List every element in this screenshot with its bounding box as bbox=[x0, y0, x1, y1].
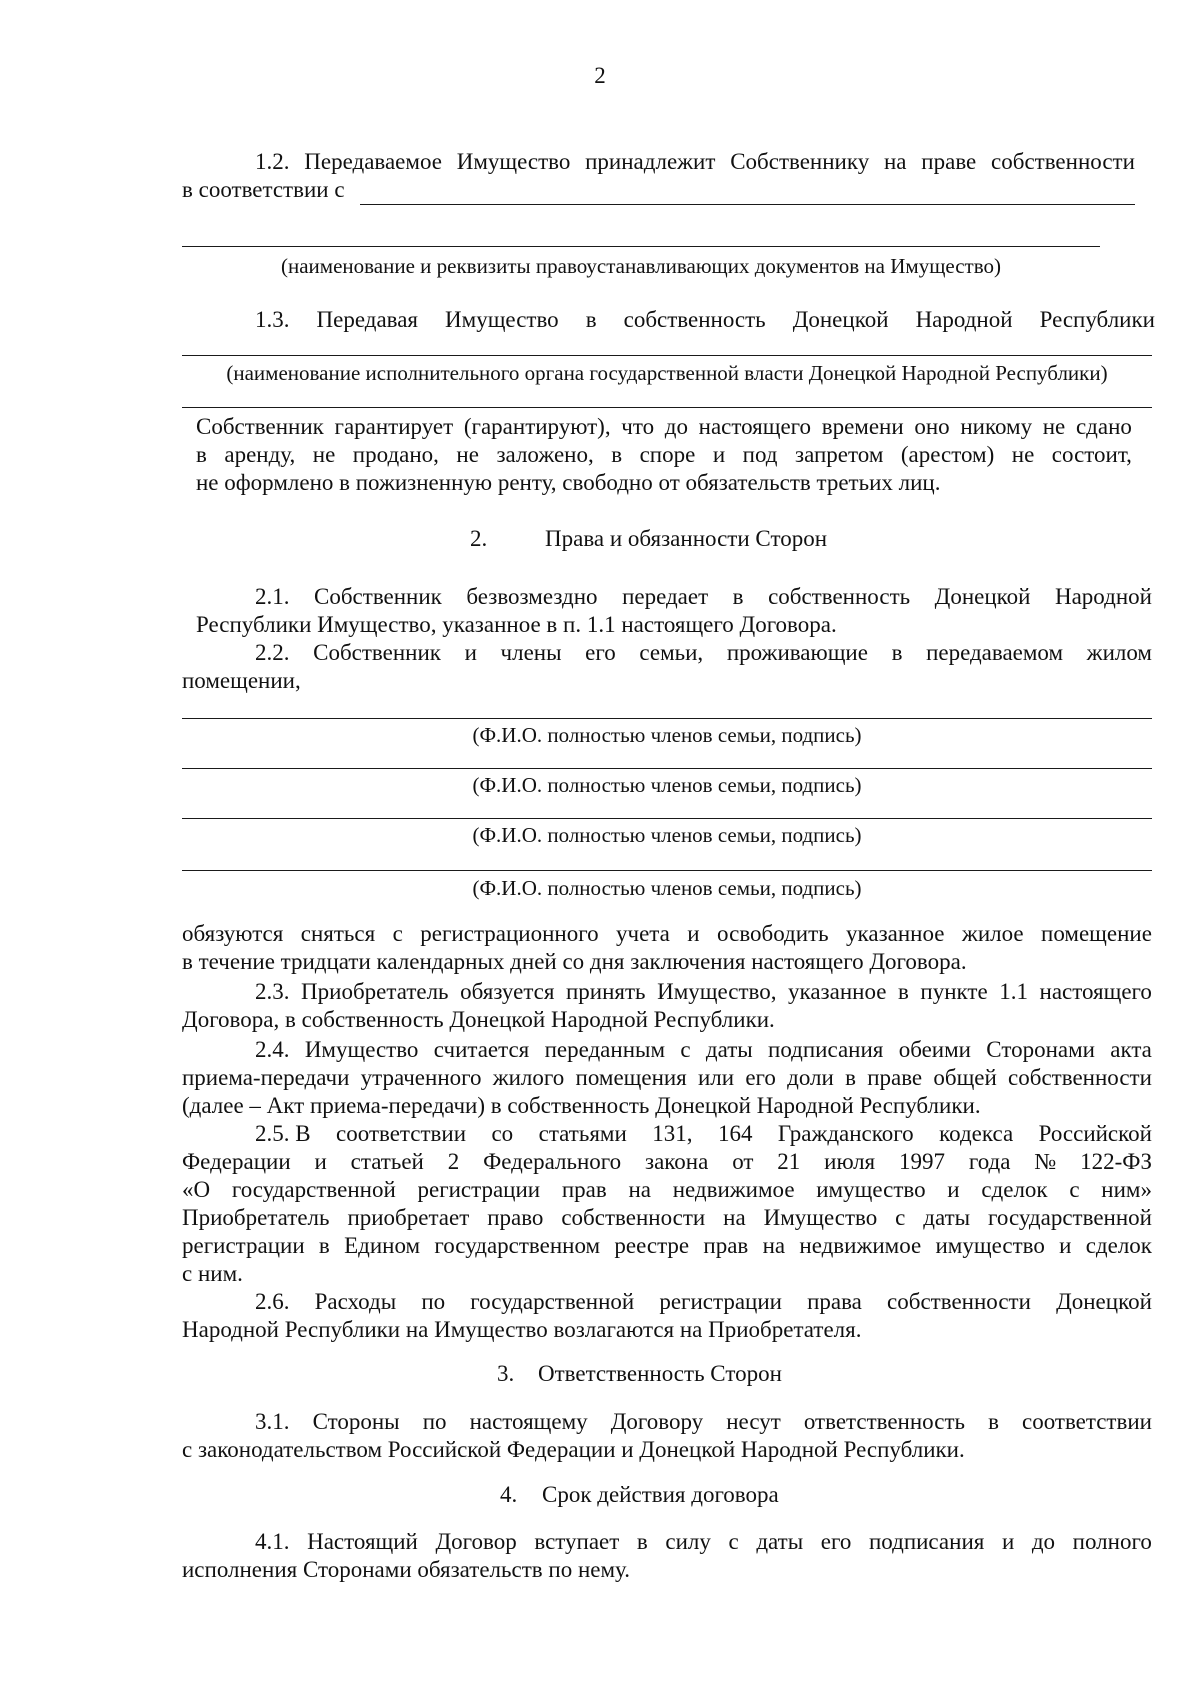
word: обязуются bbox=[182, 921, 284, 946]
word: времени bbox=[821, 414, 904, 439]
word: в bbox=[891, 640, 903, 665]
word: пункте bbox=[920, 979, 988, 1004]
word: Имущество bbox=[763, 1205, 878, 1230]
word: в bbox=[611, 442, 623, 467]
word: Имущество bbox=[456, 149, 571, 174]
word: не bbox=[456, 442, 479, 467]
word: жилого bbox=[492, 1065, 565, 1090]
word: жилом bbox=[1086, 640, 1152, 665]
word: праве bbox=[867, 1065, 923, 1090]
clause-2-1-line-2: Республики Имущество, указанное в п. 1.1 настоящего Договора. bbox=[196, 612, 837, 637]
fill-in-line bbox=[182, 407, 1152, 408]
section-3-title: Ответственность Сторон bbox=[538, 1361, 782, 1386]
word: ним» bbox=[1101, 1177, 1152, 1202]
word: семьи, bbox=[639, 640, 704, 665]
clause-3-1-line-2: с законодательством Российской Федерации и Донецкой Народной Республики. bbox=[182, 1437, 965, 1462]
clause-2-3-line-2: Договора, в собственность Донецкой Народной Республики. bbox=[182, 1007, 775, 1032]
word: в bbox=[845, 1065, 856, 1090]
word: приема-передачи bbox=[182, 1065, 350, 1090]
section-2-number: 2. bbox=[470, 526, 488, 551]
word: Имущество, bbox=[657, 979, 777, 1004]
word: собственности bbox=[887, 1289, 1031, 1314]
word: 2.4. bbox=[255, 1037, 290, 1062]
word: регистрационного bbox=[420, 921, 599, 946]
word: на bbox=[723, 1205, 746, 1230]
word: 3.1. bbox=[255, 1409, 290, 1434]
word: переданным bbox=[544, 1037, 666, 1062]
word: Приобретатель bbox=[182, 1205, 330, 1230]
word: обеими bbox=[898, 1037, 971, 1062]
clause-2-5-line-6: с ним. bbox=[182, 1261, 243, 1286]
word: права bbox=[807, 1289, 862, 1314]
fill-in-line bbox=[182, 246, 1100, 247]
clause-1-3-line-c: не оформлено в пожизненную ренту, свободно от обязательств третьих лиц. bbox=[196, 470, 941, 495]
clause-2-2-line-2: помещении, bbox=[182, 668, 301, 693]
word: сделок bbox=[981, 1177, 1048, 1202]
word: принадлежит bbox=[585, 149, 716, 174]
word: с bbox=[895, 1205, 906, 1230]
clause-1-2-line-2: в соответствии с bbox=[182, 177, 345, 202]
word: (арестом) bbox=[900, 442, 995, 467]
word: 2.5. В bbox=[255, 1121, 311, 1146]
word: в bbox=[898, 979, 909, 1004]
word: несут bbox=[726, 1409, 781, 1434]
word: соответствии bbox=[336, 1121, 467, 1146]
fill-in-line bbox=[182, 870, 1152, 871]
word: на bbox=[883, 149, 907, 174]
word: Собственник bbox=[196, 414, 324, 439]
word: не bbox=[1042, 414, 1066, 439]
word: Собственнику bbox=[730, 149, 870, 174]
clause-1-2-line-1 bbox=[255, 148, 1135, 176]
word: в bbox=[636, 1529, 648, 1554]
word: государственной bbox=[231, 1177, 396, 1202]
word: споре bbox=[639, 442, 696, 467]
word: с bbox=[728, 1529, 739, 1554]
word: Российской bbox=[1038, 1121, 1152, 1146]
word: 1.3. bbox=[255, 307, 290, 332]
clause-2-1-line-1 bbox=[255, 583, 1152, 611]
word: и bbox=[464, 640, 477, 665]
clause-2-3-line-1 bbox=[255, 978, 1152, 1006]
word: Договор bbox=[435, 1529, 517, 1554]
clause-1-3-line-a bbox=[196, 413, 1132, 441]
word: Едином bbox=[344, 1233, 421, 1258]
word: сдано bbox=[1075, 414, 1132, 439]
clause-2-2-line-3 bbox=[182, 920, 1152, 948]
word: подписания bbox=[868, 1529, 985, 1554]
word: статьями bbox=[538, 1121, 627, 1146]
word: и bbox=[1001, 1529, 1015, 1554]
word: кодекса bbox=[939, 1121, 1014, 1146]
word: запретом bbox=[795, 442, 884, 467]
word: Имущество bbox=[304, 1037, 419, 1062]
word: 1.2. bbox=[255, 149, 290, 174]
clause-2-5-line-2 bbox=[182, 1148, 1152, 1176]
word: Расходы bbox=[314, 1289, 397, 1314]
word: считается bbox=[433, 1037, 530, 1062]
clause-2-5-line-5 bbox=[182, 1232, 1152, 1260]
word: настоящего bbox=[698, 414, 812, 439]
word: имущество bbox=[935, 1233, 1045, 1258]
word: настоящего bbox=[1039, 979, 1152, 1004]
caption-family-member-1: (Ф.И.О. полностью членов семьи, подпись) bbox=[472, 723, 862, 747]
word: и bbox=[947, 1177, 960, 1202]
section-4-number: 4. bbox=[500, 1482, 518, 1507]
word: его bbox=[820, 1529, 852, 1554]
word: указанное bbox=[788, 979, 887, 1004]
word: Собственник bbox=[313, 640, 441, 665]
word: под bbox=[742, 442, 778, 467]
word: в bbox=[732, 584, 744, 609]
word: силу bbox=[665, 1529, 711, 1554]
clause-2-5-line-4 bbox=[182, 1204, 1152, 1232]
word: государственной bbox=[988, 1205, 1152, 1230]
word: Донецкой bbox=[1056, 1289, 1152, 1314]
word: приобретает bbox=[347, 1205, 470, 1230]
word: его bbox=[745, 1065, 776, 1090]
word: по bbox=[421, 1289, 446, 1314]
word: сняться bbox=[300, 921, 376, 946]
word: учета bbox=[616, 921, 670, 946]
word: в bbox=[988, 1409, 999, 1434]
clause-2-6-line-2: Народной Республики на Имущество возлагаются на Приобретателя. bbox=[182, 1317, 862, 1342]
word: собственность bbox=[768, 584, 911, 609]
word: собственность bbox=[623, 307, 766, 332]
clause-3-1-line-1 bbox=[255, 1408, 1152, 1436]
caption-family-member-4: (Ф.И.О. полностью членов семьи, подпись) bbox=[472, 876, 862, 900]
word: ответственность bbox=[803, 1409, 965, 1434]
word: вступает bbox=[534, 1529, 620, 1554]
word: государственном bbox=[434, 1233, 601, 1258]
word: Договору bbox=[610, 1409, 704, 1434]
word: с bbox=[1069, 1177, 1080, 1202]
word: передает bbox=[622, 584, 709, 609]
word: Настоящий bbox=[307, 1529, 418, 1554]
word: Приобретатель bbox=[301, 979, 449, 1004]
word: проживающие bbox=[726, 640, 868, 665]
word: недвижимое bbox=[672, 1177, 795, 1202]
word: право bbox=[487, 1205, 544, 1230]
section-2-title: Права и обязанности Сторон bbox=[545, 526, 827, 551]
word: 131, bbox=[652, 1121, 693, 1146]
word: 2 bbox=[447, 1149, 460, 1174]
fill-in-line bbox=[182, 818, 1152, 819]
word: праве bbox=[921, 149, 977, 174]
word: не bbox=[312, 442, 336, 467]
word: регистрации bbox=[659, 1289, 782, 1314]
word: 1997 bbox=[899, 1149, 945, 1174]
section-3-number: 3. bbox=[497, 1361, 515, 1386]
word: № bbox=[1034, 1149, 1057, 1174]
word: 122-ФЗ bbox=[1080, 1149, 1152, 1174]
word: никому bbox=[960, 414, 1033, 439]
word: и bbox=[687, 921, 700, 946]
clause-2-6-line-1 bbox=[255, 1288, 1152, 1316]
word: аренду, bbox=[224, 442, 296, 467]
word: по bbox=[422, 1409, 447, 1434]
word: общей bbox=[933, 1065, 997, 1090]
word: гарантирует bbox=[334, 414, 454, 439]
word: акта bbox=[1110, 1037, 1152, 1062]
clause-2-2-line-4: в течение тридцати календарных дней со дня заключения настоящего Договора. bbox=[182, 949, 967, 974]
word: Имущество bbox=[445, 307, 559, 332]
word: с bbox=[392, 921, 403, 946]
word: с bbox=[680, 1037, 691, 1062]
clause-4-1-line-2: исполнения Сторонами обязательств по нему. bbox=[182, 1557, 630, 1582]
word: не bbox=[1011, 442, 1035, 467]
word: 4.1. bbox=[255, 1529, 290, 1554]
word: доли bbox=[787, 1065, 834, 1090]
word: собственности bbox=[991, 149, 1135, 174]
word: 164 bbox=[717, 1121, 753, 1146]
word: прав bbox=[703, 1233, 749, 1258]
word: собственности bbox=[561, 1205, 706, 1230]
caption-executive-body: (наименование исполнительного органа государственной власти Донецкой Народной Республики) bbox=[226, 361, 1108, 385]
clause-2-2-line-1 bbox=[255, 639, 1152, 667]
word: закона bbox=[645, 1149, 709, 1174]
word: Гражданского bbox=[777, 1121, 914, 1146]
word: помещения bbox=[575, 1065, 687, 1090]
word: даты bbox=[705, 1037, 753, 1062]
clause-1-3-line-1 bbox=[255, 306, 1155, 334]
word: заложено, bbox=[496, 442, 594, 467]
word: Передаваемое bbox=[304, 149, 442, 174]
word: полного bbox=[1072, 1529, 1152, 1554]
word: оно bbox=[914, 414, 950, 439]
word: на bbox=[628, 1177, 651, 1202]
word: со bbox=[491, 1121, 514, 1146]
word: утраченного bbox=[360, 1065, 482, 1090]
caption-family-member-3: (Ф.И.О. полностью членов семьи, подпись) bbox=[472, 823, 862, 847]
word: Стороны bbox=[312, 1409, 400, 1434]
word: Сторонами bbox=[986, 1037, 1095, 1062]
word: 2.1. bbox=[255, 584, 290, 609]
word: собственности bbox=[1008, 1065, 1152, 1090]
word: прав bbox=[561, 1177, 607, 1202]
word: подписания bbox=[768, 1037, 884, 1062]
word: реестре bbox=[614, 1233, 690, 1258]
clause-2-5-line-3 bbox=[182, 1176, 1152, 1204]
word: (гарантируют), bbox=[463, 414, 611, 439]
word: «О bbox=[182, 1177, 211, 1202]
word: государственной bbox=[470, 1289, 635, 1314]
word: и bbox=[1059, 1233, 1072, 1258]
word: состоит, bbox=[1051, 442, 1132, 467]
word: или bbox=[698, 1065, 735, 1090]
fill-in-line bbox=[360, 204, 1135, 205]
word: принять bbox=[566, 979, 646, 1004]
word: освободить bbox=[717, 921, 829, 946]
word: на bbox=[762, 1233, 786, 1258]
word: регистрации bbox=[182, 1233, 305, 1258]
word: Федерального bbox=[483, 1149, 622, 1174]
word: до bbox=[664, 414, 688, 439]
word: даты bbox=[923, 1205, 971, 1230]
word: года bbox=[968, 1149, 1011, 1174]
word: помещение bbox=[1041, 921, 1152, 946]
clause-2-4-line-2 bbox=[182, 1064, 1152, 1092]
word: что bbox=[621, 414, 655, 439]
word: передаваемом bbox=[926, 640, 1064, 665]
word: Донецкой bbox=[934, 584, 1031, 609]
word: 21 bbox=[777, 1149, 801, 1174]
fill-in-line bbox=[182, 718, 1152, 719]
section-4-title: Срок действия договора bbox=[542, 1482, 779, 1507]
clause-1-3-line-b bbox=[196, 441, 1132, 469]
fill-in-line bbox=[182, 768, 1152, 769]
word: в bbox=[196, 442, 207, 467]
clause-4-1-line-1 bbox=[255, 1528, 1152, 1556]
word: его bbox=[585, 640, 616, 665]
word: безвозмездно bbox=[466, 584, 598, 609]
word: недвижимое bbox=[799, 1233, 922, 1258]
word: соответствии bbox=[1022, 1409, 1152, 1434]
word: в bbox=[318, 1233, 330, 1258]
page-number: 2 bbox=[594, 63, 606, 88]
fill-in-line bbox=[182, 355, 1152, 356]
word: июля bbox=[824, 1149, 876, 1174]
word: Республики bbox=[1039, 307, 1155, 332]
clause-2-5-line-1 bbox=[255, 1120, 1152, 1148]
word: Федерации bbox=[182, 1149, 291, 1174]
word: члены bbox=[500, 640, 562, 665]
word: 2.3. bbox=[255, 979, 290, 1004]
word: даты bbox=[756, 1529, 804, 1554]
word: обязуется bbox=[460, 979, 555, 1004]
word: настоящему bbox=[469, 1409, 588, 1434]
word: сделок bbox=[1085, 1233, 1152, 1258]
word: указанное bbox=[846, 921, 945, 946]
caption-family-member-2: (Ф.И.О. полностью членов семьи, подпись) bbox=[472, 773, 862, 797]
word: от bbox=[732, 1149, 754, 1174]
word: Донецкой bbox=[792, 307, 889, 332]
caption-title-documents: (наименование и реквизиты правоустанавливающих документов на Имущество) bbox=[281, 254, 1001, 278]
word: Народной bbox=[1054, 584, 1152, 609]
word: Народной bbox=[915, 307, 1013, 332]
word: имущество bbox=[816, 1177, 926, 1202]
word: регистрации bbox=[417, 1177, 541, 1202]
word: в bbox=[585, 307, 597, 332]
word: и bbox=[314, 1149, 327, 1174]
clause-2-4-line-1 bbox=[255, 1036, 1152, 1064]
clause-2-4-line-3: (далее – Акт приема-передачи) в собственность Донецкой Народной Республики. bbox=[182, 1093, 981, 1118]
word: 2.2. bbox=[255, 640, 290, 665]
word: Передавая bbox=[316, 307, 419, 332]
word: 1.1 bbox=[999, 979, 1028, 1004]
word: до bbox=[1031, 1529, 1056, 1554]
word: 2.6. bbox=[255, 1289, 290, 1314]
word: Собственник bbox=[314, 584, 442, 609]
word: статьей bbox=[350, 1149, 424, 1174]
word: и bbox=[712, 442, 726, 467]
word: продано, bbox=[352, 442, 439, 467]
word: жилое bbox=[961, 921, 1024, 946]
